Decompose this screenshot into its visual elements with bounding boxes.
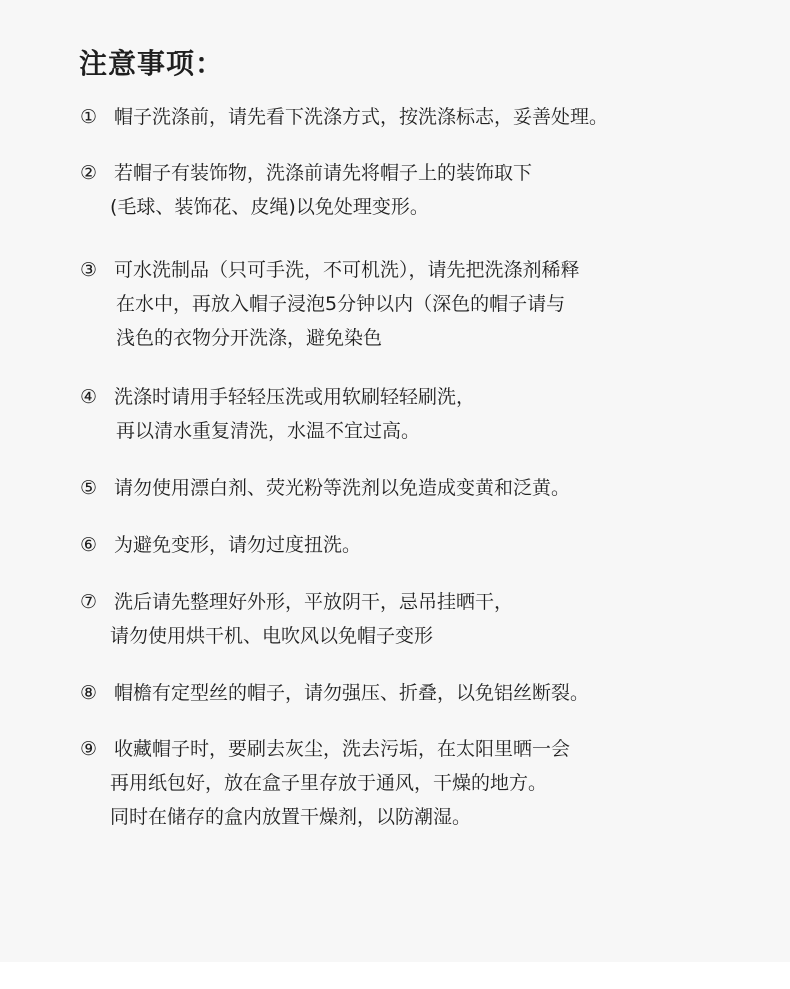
notice-item-4 — [80, 380, 475, 448]
item-6-text: 为避免变形，请勿过度扭洗。 — [114, 534, 362, 556]
item-9-line-2: 再用纸包好，放在盒子里存放于通风，干燥的地方。 — [110, 772, 548, 794]
item-2-line-2: (毛球、装饰花、皮绳)以免处理变形。 — [110, 196, 429, 218]
item-4-text: 洗涤时请用手轻轻压洗或用软刷轻轻刷洗， — [114, 386, 476, 408]
item-3-text: 可水洗制品（只可手洗，不可机洗），请先把洗涤剂稀释 — [114, 259, 580, 281]
item-9-line-3: 同时在储存的盒内放置干燥剂，以防潮湿。 — [110, 806, 472, 828]
item-6-line-1 — [80, 528, 361, 562]
item-6-number: ⑥ — [80, 534, 98, 556]
notice-item-8 — [80, 676, 589, 710]
item-5-line-1 — [80, 471, 570, 505]
item-4-number: ④ — [80, 386, 98, 408]
notice-item-3 — [80, 253, 580, 355]
notice-item-2 — [80, 156, 532, 224]
item-2-line-1 — [80, 156, 532, 190]
item-4-line-2: 再以清水重复清洗，水温不宜过高。 — [116, 420, 421, 442]
notice-item-5 — [80, 471, 570, 505]
item-3-line-3: 浅色的衣物分开洗涤，避免染色 — [116, 327, 383, 349]
notice-item-9 — [80, 732, 570, 834]
item-3-line-2: 在水中，再放入帽子浸泡5分钟以内（深色的帽子请与 — [116, 293, 566, 315]
item-3-number: ③ — [80, 259, 98, 281]
item-9-line-1 — [80, 732, 570, 766]
item-3-line-1 — [80, 253, 580, 287]
item-9-text: 收藏帽子时，要刷去灰尘，洗去污垢，在太阳里晒一会 — [114, 738, 571, 760]
item-9-number: ⑨ — [80, 738, 98, 760]
item-1-text: 帽子洗涤前，请先看下洗涤方式，按洗涤标志，妥善处理。 — [114, 106, 609, 128]
notice-item-6 — [80, 528, 361, 562]
item-7-number: ⑦ — [80, 591, 98, 613]
item-7-line-2: 请勿使用烘干机、电吹风以免帽子变形 — [110, 625, 434, 647]
item-5-text: 请勿使用漂白剂、荧光粉等洗剂以免造成变黄和泛黄。 — [114, 477, 571, 499]
item-2-text: 若帽子有装饰物，洗涤前请先将帽子上的装饰取下 — [114, 162, 533, 184]
item-7-text: 洗后请先整理好外形，平放阴干，忌吊挂晒干， — [114, 591, 514, 613]
item-4-line-1 — [80, 380, 475, 414]
notice-item-7 — [80, 585, 513, 653]
item-1-line-1 — [80, 100, 608, 134]
item-8-text: 帽檐有定型丝的帽子，请勿强压、折叠，以免铝丝断裂。 — [114, 682, 590, 704]
item-7-line-1 — [80, 585, 513, 619]
item-1-number: ① — [80, 106, 98, 128]
item-8-line-1 — [80, 676, 589, 710]
notice-item-1 — [80, 100, 608, 134]
item-5-number: ⑤ — [80, 477, 98, 499]
item-2-number: ② — [80, 162, 98, 184]
page-title: 注意事项： — [79, 47, 225, 80]
item-8-number: ⑧ — [80, 682, 98, 704]
